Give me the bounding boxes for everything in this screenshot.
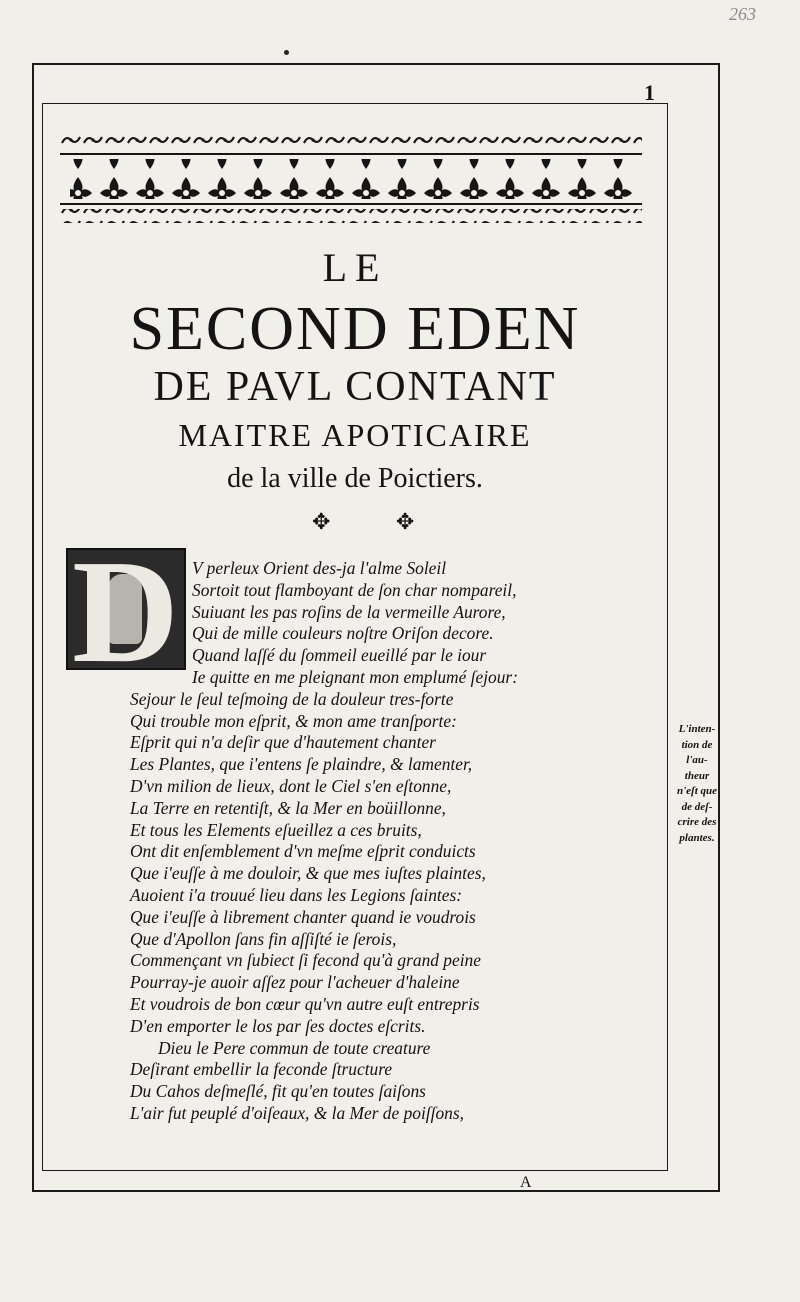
marginal-note-line: L'inten- xyxy=(678,723,716,735)
poem-line: L'air fut peuplé d'oiſeaux, & la Mer de poiſſons, xyxy=(130,1102,464,1123)
poem-line: Quand laſſé du ſommeil eueillé par le iour xyxy=(192,645,487,666)
title-block xyxy=(42,246,668,496)
poem-line: Sejour le ſeul teſmoing de la douleur tres-forte xyxy=(130,688,454,709)
title-second-eden: SECOND EDEN xyxy=(129,295,581,363)
page-number: 1 xyxy=(644,80,655,105)
fleuron-ornaments: ✥ ✥ xyxy=(312,509,445,534)
poem-line: Sortoit tout flamboyant de ſon char nompareil, xyxy=(192,579,517,600)
poem-line: Que i'euſſe à me douloir, & que mes iuſtes plaintes, xyxy=(130,863,486,884)
poem-line: Qui de mille couleurs noſtre Oriſon decore. xyxy=(192,623,494,644)
title-author: DE PAVL CONTANT xyxy=(153,364,557,410)
marginal-note-line: theur xyxy=(684,769,710,782)
poem-line: La Terre en retentiſt, & la Mer en boüillonne, xyxy=(130,797,446,818)
initial-letter: D xyxy=(72,548,179,670)
title-line-le: LE xyxy=(322,245,388,290)
title-city: de la ville de Poictiers. xyxy=(227,463,483,494)
catalog-number-note: 263 xyxy=(729,4,756,24)
poem-text xyxy=(130,558,650,1125)
marginal-note-line: n'eſt que xyxy=(676,785,718,797)
poem-line: Commençant vn ſubiect ſi fecond qu'à grand peine xyxy=(130,950,481,971)
poem-line: Et voudrois de bon cœur qu'vn autre euſt entrepris xyxy=(130,993,480,1014)
marginal-note-line: tion de xyxy=(681,738,713,751)
poem-line: Dieu le Pere commun de toute creature xyxy=(158,1037,431,1058)
poem-line: Les Plantes, que i'entens ſe plaindre, & lamenter, xyxy=(130,754,473,775)
title-profession: MAITRE APOTICAIRE xyxy=(178,417,532,453)
marginal-note xyxy=(672,722,722,846)
marginal-note-line: crire des xyxy=(677,816,717,828)
poem-line: Que i'euſſe à librement chanter quand ie voudrois xyxy=(130,906,476,927)
poem-line: Eſprit qui n'a deſir que d'hautement chanter xyxy=(130,732,436,753)
poem-line: Deſirant embellir la feconde ſtructure xyxy=(130,1059,393,1080)
poem-line: Qui trouble mon eſprit, & mon ame tranſporte: xyxy=(130,710,457,731)
poem-line: Ie quitte en me pleignant mon emplumé ſejour: xyxy=(192,666,518,687)
marginal-note-line: de deſ- xyxy=(681,800,713,813)
poem-line: Ont dit enſemblement d'vn meſme eſprit conduicts xyxy=(130,841,476,862)
marginal-note-line: plantes. xyxy=(679,831,715,844)
marginal-note-line: l'au- xyxy=(686,754,708,766)
poem-line: D'en emporter le los par ſes doctes eſcrits. xyxy=(130,1015,426,1036)
poem-line: D'vn milion de lieux, dont le Ciel s'en eſtonne, xyxy=(130,775,452,796)
poem-line: V perleux Orient des-ja l'alme Soleil xyxy=(192,558,447,578)
poem-line: Suiuant les pas roſins de la vermeille Aurore, xyxy=(192,601,506,622)
poem-line: Du Cahos deſmeſlé, fit qu'en toutes ſaiſons xyxy=(130,1081,426,1102)
poem-line: Auoient i'a trouué lieu dans les Legions ſaintes: xyxy=(130,884,463,905)
signature-mark: A xyxy=(520,1174,532,1191)
ink-dot xyxy=(284,50,289,55)
poem-line: Pourray-je auoir aſſez pour l'acheuer d'haleine xyxy=(130,972,460,993)
poem-line: Que d'Apollon ſans fin aſſiſté ie ſerois, xyxy=(130,928,397,949)
poem-line: Et tous les Elements eſueillez a ces bruits, xyxy=(130,819,422,840)
headpiece-ornament xyxy=(60,133,642,225)
